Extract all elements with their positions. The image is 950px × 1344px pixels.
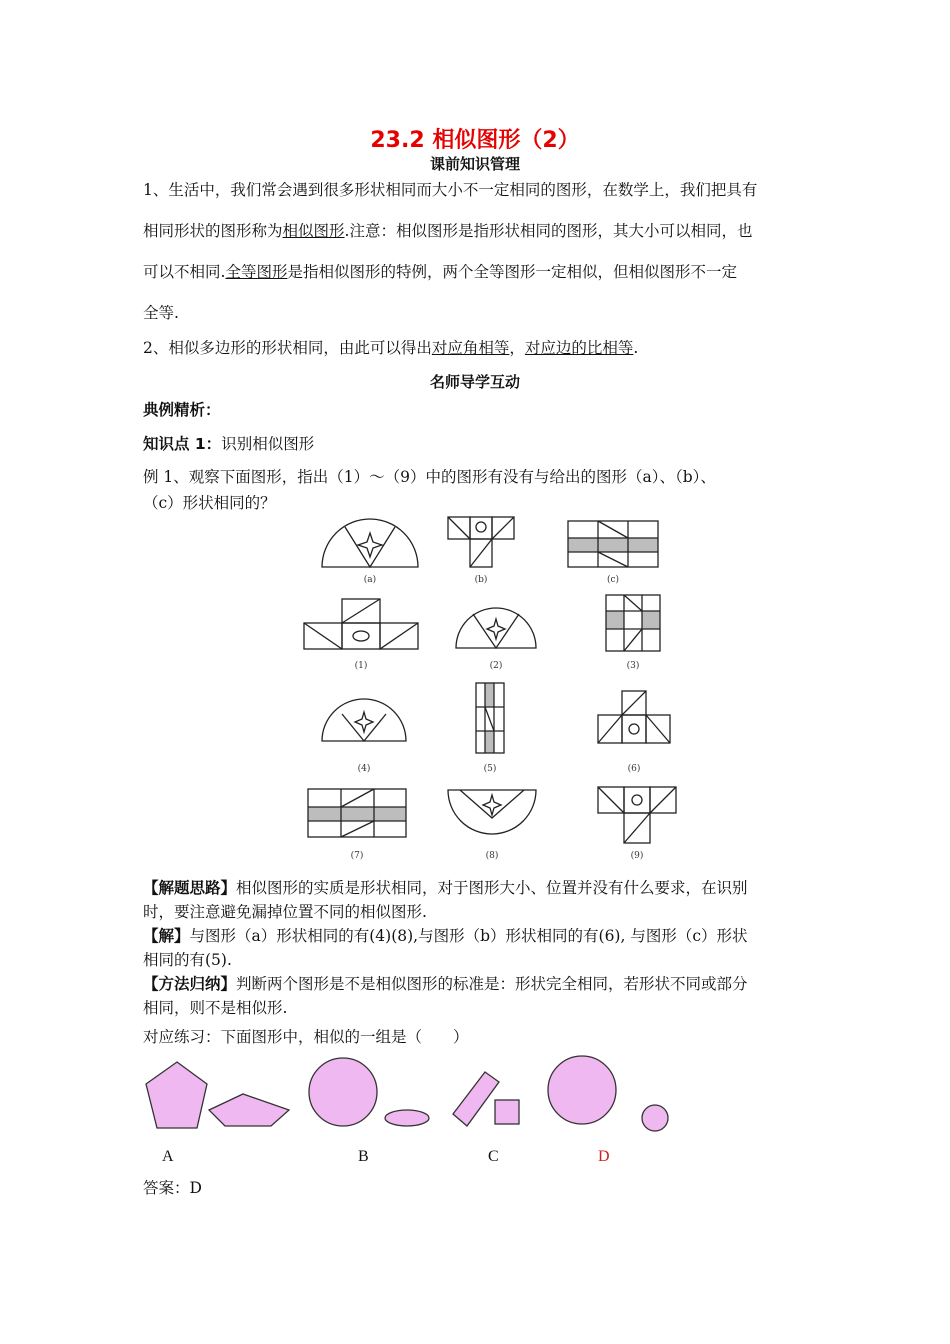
figure-7: [308, 789, 406, 837]
figure-a: [322, 519, 418, 567]
term-congruent-figures: 全等图形: [225, 263, 288, 281]
knowledge-paragraph-1: [143, 170, 808, 334]
choice-c[interactable]: C: [488, 1148, 499, 1165]
p1-line-2: 相同形状的图形称为相似图形.注意：相似图形是指形状相同的图形，其大小可以相同，也: [143, 222, 753, 240]
figure-c: [568, 521, 658, 567]
figure-2: [456, 608, 536, 648]
figure-4: [322, 699, 406, 741]
figure-label-a: (a): [363, 575, 377, 585]
figure-label-b: (b): [474, 575, 488, 585]
p1-line-4: 全等.: [143, 304, 179, 322]
circle-d-small: [642, 1105, 668, 1131]
figure-label-8: (8): [485, 851, 499, 861]
figure-label-6: (6): [627, 764, 641, 774]
figure-label-5: (5): [483, 764, 497, 774]
figure-label-9: (9): [630, 851, 644, 861]
figure-label-c: (c): [606, 575, 620, 585]
pentagon-flat: [209, 1094, 289, 1126]
p1-line-1: 1、生活中，我们常会遇到很多形状相同而大小不一定相同的图形，在数学上，我们把具有: [143, 181, 758, 199]
choice-d[interactable]: D: [598, 1148, 610, 1165]
answer-text: 答案：D: [143, 1179, 202, 1197]
figure-label-3: (3): [626, 661, 640, 671]
practice-question: 对应练习：下面图形中，相似的一组是（ ）: [143, 1028, 469, 1046]
figure-label-2: (2): [489, 661, 503, 671]
section-heading-pre-class: 课前知识管理: [429, 155, 520, 173]
circle-d-large: [548, 1056, 616, 1124]
rectangle-c: [453, 1072, 499, 1126]
choice-a[interactable]: A: [162, 1148, 174, 1165]
example-figures: [290, 505, 690, 865]
knowledge-paragraph-2: 2、相似多边形的形状相同，由此可以得出对应角相等，对应边的比相等.: [143, 339, 639, 357]
figure-6: [598, 691, 670, 743]
pentagon-large: [146, 1062, 207, 1128]
solution-thinking: 【解题思路】相似图形的实质是形状相同，对于图形大小、位置并没有什么要求，在识别 时，要注意避免漏掉位置不同的相似图形. 【解】与图形（a）形状相同的有(4)(8),与图形（b）形状相同的有(6), 与图形（c）形状 相同的有(5). 【方法归纳】判断两个图形是不是相似图形的标准是：形状完全相同，若形状不同或部分 相同，则不是相似形.: [143, 879, 748, 1017]
examples-heading: 典例精析：: [143, 401, 221, 419]
choice-b[interactable]: B: [358, 1148, 369, 1165]
figure-9: [598, 787, 676, 843]
term-similar-figures: 相似图形: [282, 222, 345, 240]
p1-line-3: 可以不相同.全等图形是指相似图形的特例，两个全等图形一定相似，但相似图形不一定: [143, 263, 737, 281]
square-c: [495, 1100, 519, 1124]
figure-8: [448, 790, 536, 834]
practice-figures: [143, 1052, 673, 1140]
page-title: 23.2 相似图形（2）: [370, 128, 580, 153]
figure-b: [448, 517, 514, 567]
circle-b: [309, 1058, 377, 1126]
figure-label-7: (7): [350, 851, 364, 861]
figure-label-1: (1): [354, 661, 368, 671]
knowledge-point-1: 知识点 1：识别相似图形: [143, 435, 315, 453]
figure-label-4: (4): [357, 764, 371, 774]
figure-5: [476, 683, 504, 753]
figure-1: [304, 599, 418, 649]
example-1-question: 例 1、观察下面图形，指出（1）～（9）中的图形有没有与给出的图形（a）、（b）、 （c）形状相同的？: [143, 468, 716, 512]
section-heading-guided: 名师导学互动: [429, 373, 520, 391]
ellipse-b: [385, 1110, 429, 1126]
figure-3: [606, 595, 660, 651]
